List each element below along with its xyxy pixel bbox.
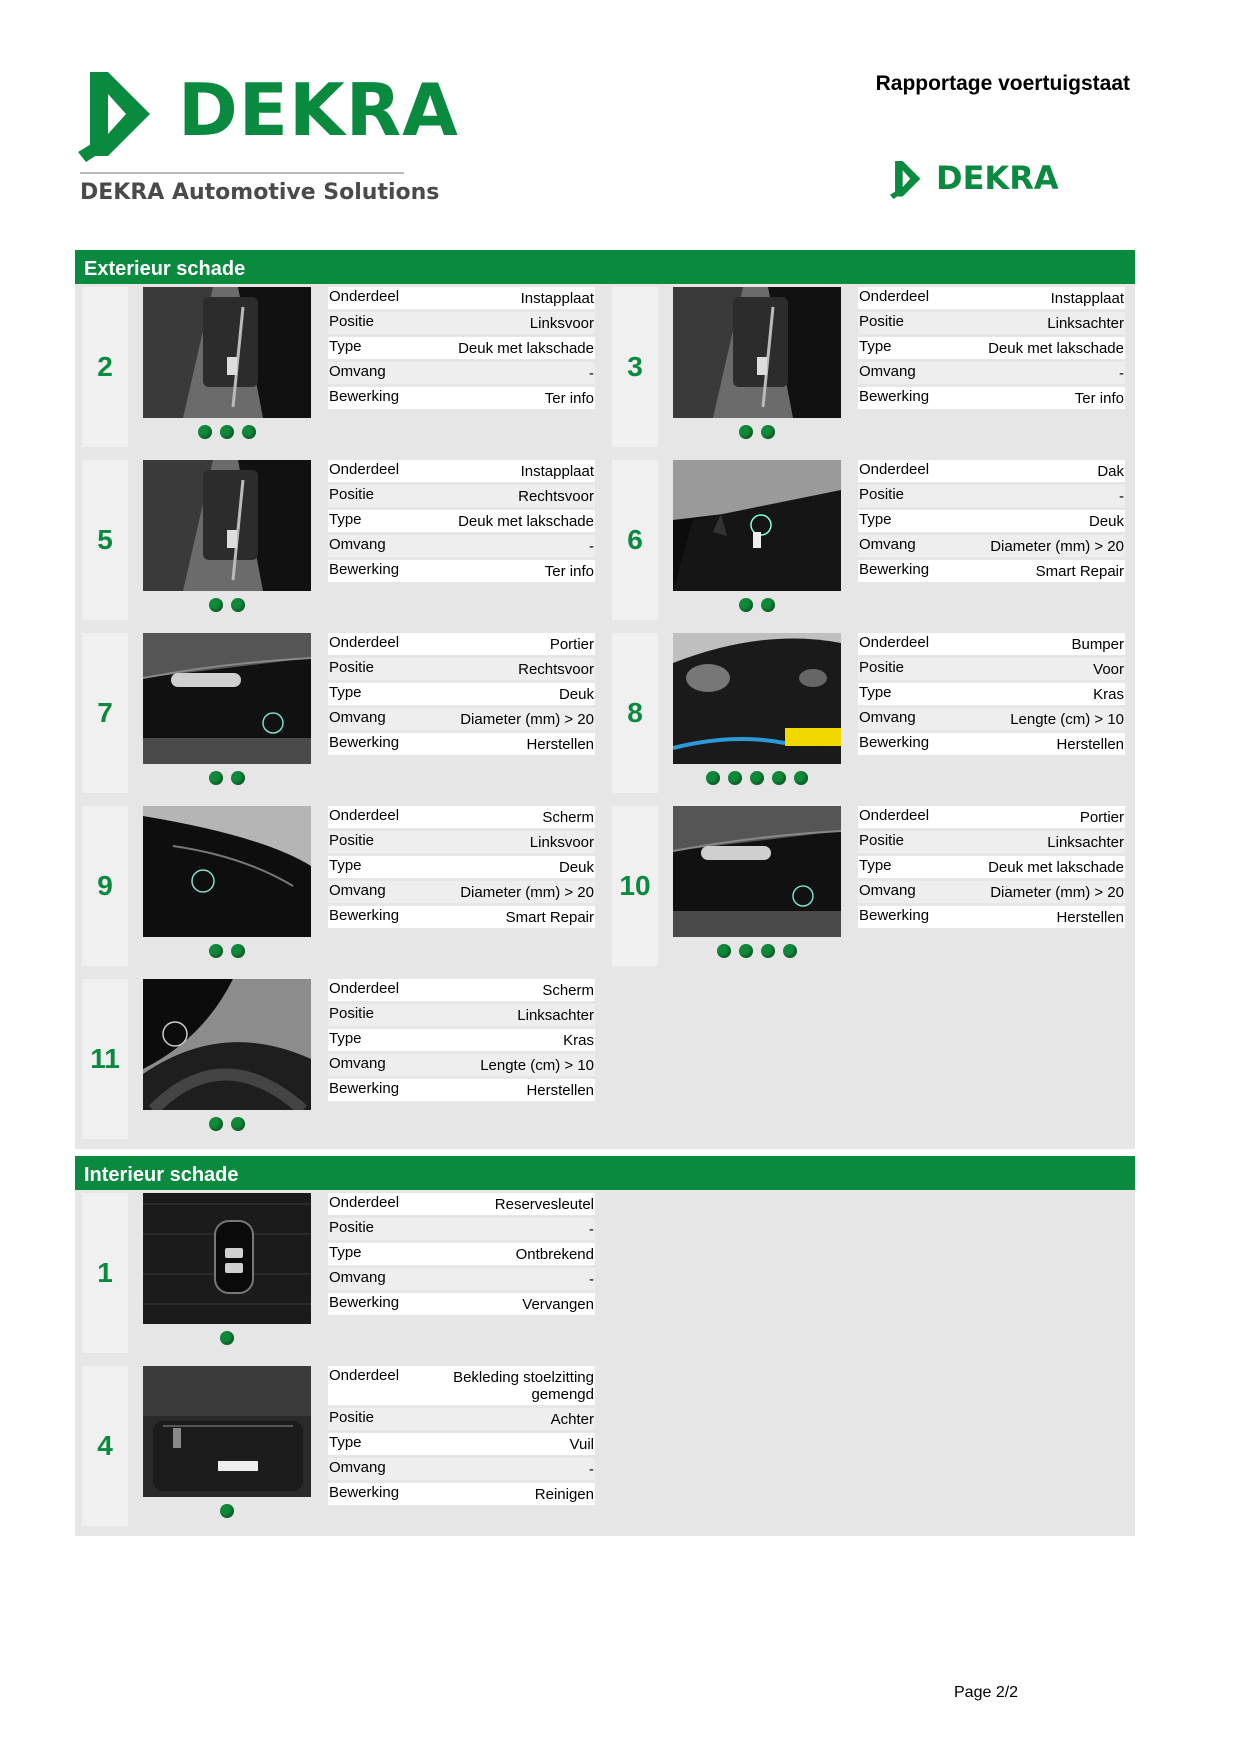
property-row-type bbox=[328, 510, 595, 532]
property-value: Deuk met lakschade bbox=[458, 513, 594, 530]
property-label: Type bbox=[329, 1434, 362, 1451]
property-label: Positie bbox=[329, 832, 375, 849]
property-row-positie bbox=[858, 658, 1125, 680]
property-label: Bewerking bbox=[329, 388, 400, 405]
damage-properties bbox=[328, 806, 595, 931]
property-row-type bbox=[328, 683, 595, 705]
property-row-onderdeel bbox=[328, 633, 595, 655]
property-row-bewerking bbox=[328, 1293, 595, 1315]
property-value: Linksachter bbox=[517, 1007, 594, 1024]
property-row-omvang bbox=[858, 362, 1125, 384]
property-label: Onderdeel bbox=[859, 461, 930, 478]
damage-card bbox=[75, 1190, 605, 1363]
photo-dot[interactable] bbox=[220, 425, 234, 439]
property-label: Onderdeel bbox=[859, 807, 930, 824]
property-row-type bbox=[328, 1243, 595, 1265]
property-label: Type bbox=[329, 1244, 362, 1261]
photo-dot[interactable] bbox=[231, 771, 245, 785]
property-value: Linksvoor bbox=[529, 834, 594, 851]
damage-card bbox=[605, 630, 1135, 803]
damage-number: 1 bbox=[82, 1193, 128, 1353]
property-value: Instapplaat bbox=[520, 290, 594, 307]
property-label: Omvang bbox=[329, 1269, 386, 1286]
damage-photo[interactable] bbox=[143, 287, 311, 418]
damage-number: 7 bbox=[82, 633, 128, 793]
photo-dot[interactable] bbox=[231, 598, 245, 612]
property-value: Ter info bbox=[544, 563, 594, 580]
damage-card bbox=[605, 284, 1135, 457]
page-number: Page 2/2 bbox=[954, 1684, 1019, 1701]
property-label: Bewerking bbox=[859, 388, 930, 405]
property-label: Omvang bbox=[329, 709, 386, 726]
damage-number: 6 bbox=[612, 460, 658, 620]
property-label: Positie bbox=[329, 1219, 375, 1236]
property-row-bewerking bbox=[328, 1483, 595, 1505]
property-value: Rechtsvoor bbox=[518, 488, 594, 505]
damage-photo[interactable] bbox=[143, 979, 311, 1110]
property-label: Positie bbox=[859, 832, 905, 849]
property-label: Onderdeel bbox=[329, 807, 400, 824]
photo-dot[interactable] bbox=[220, 1504, 234, 1518]
logo-brand: DEKRA bbox=[178, 68, 459, 152]
property-row-type bbox=[328, 1433, 595, 1455]
property-row-omvang bbox=[328, 1458, 595, 1480]
dekra-logo bbox=[78, 68, 459, 212]
damage-photo[interactable] bbox=[673, 806, 841, 937]
property-label: Omvang bbox=[859, 363, 916, 380]
report-title: Rapportage voertuigstaat bbox=[875, 72, 1130, 95]
property-label: Omvang bbox=[329, 363, 386, 380]
property-value: Lengte (cm) > 10 bbox=[480, 1057, 594, 1074]
property-row-onderdeel bbox=[858, 460, 1125, 482]
damage-number: 4 bbox=[82, 1366, 128, 1526]
damage-photo[interactable] bbox=[143, 1366, 311, 1497]
property-label: Positie bbox=[329, 659, 375, 676]
property-row-onderdeel bbox=[328, 979, 595, 1001]
photo-dot[interactable] bbox=[794, 771, 808, 785]
damage-photo[interactable] bbox=[143, 1193, 311, 1324]
damage-properties bbox=[858, 287, 1125, 412]
photo-dot[interactable] bbox=[706, 771, 720, 785]
property-row-type bbox=[858, 856, 1125, 878]
property-row-bewerking bbox=[858, 387, 1125, 409]
property-row-bewerking bbox=[328, 733, 595, 755]
photo-indicator bbox=[673, 771, 841, 785]
damage-properties bbox=[328, 979, 595, 1104]
photo-dot[interactable] bbox=[220, 1331, 234, 1345]
exterior-damage-section bbox=[75, 250, 1135, 1149]
interior-damage-section bbox=[75, 1156, 1135, 1536]
damage-number: 5 bbox=[82, 460, 128, 620]
property-label: Positie bbox=[859, 659, 905, 676]
property-row-bewerking bbox=[858, 906, 1125, 928]
property-row-onderdeel bbox=[328, 287, 595, 309]
property-value: Voor bbox=[1093, 661, 1124, 678]
photo-dot[interactable] bbox=[231, 944, 245, 958]
property-label: Onderdeel bbox=[859, 288, 930, 305]
damage-card bbox=[605, 457, 1135, 630]
property-value: - bbox=[1119, 488, 1124, 505]
property-row-positie bbox=[328, 1004, 595, 1026]
property-label: Positie bbox=[329, 1005, 375, 1022]
property-value: Deuk bbox=[1088, 513, 1124, 530]
property-value: Deuk bbox=[558, 686, 594, 703]
property-label: Type bbox=[329, 684, 362, 701]
property-row-type bbox=[328, 337, 595, 359]
property-value: Portier bbox=[549, 636, 594, 653]
empty-cell bbox=[605, 1190, 1135, 1363]
property-label: Omvang bbox=[859, 536, 916, 553]
photo-indicator bbox=[143, 425, 311, 439]
damage-number: 11 bbox=[82, 979, 128, 1139]
property-value: Herstellen bbox=[526, 1082, 594, 1099]
photo-dot[interactable] bbox=[761, 425, 775, 439]
property-value: Reinigen bbox=[534, 1486, 594, 1503]
property-value: Bekleding stoelzitting gemengd bbox=[453, 1369, 594, 1403]
property-row-positie bbox=[328, 831, 595, 853]
damage-card bbox=[75, 976, 605, 1149]
photo-dot[interactable] bbox=[209, 1117, 223, 1131]
property-value: Bumper bbox=[1071, 636, 1124, 653]
property-row-bewerking bbox=[858, 560, 1125, 582]
property-value: Deuk bbox=[558, 859, 594, 876]
property-label: Bewerking bbox=[329, 907, 400, 924]
property-value: Reservesleutel bbox=[494, 1196, 594, 1213]
photo-dot[interactable] bbox=[783, 944, 797, 958]
property-row-type bbox=[328, 1029, 595, 1051]
damage-card bbox=[75, 803, 605, 976]
property-value: Dak bbox=[1097, 463, 1124, 480]
property-label: Bewerking bbox=[859, 907, 930, 924]
property-row-positie bbox=[328, 1218, 595, 1240]
property-value: Deuk met lakschade bbox=[458, 340, 594, 357]
property-label: Omvang bbox=[859, 709, 916, 726]
property-label: Type bbox=[859, 684, 892, 701]
property-label: Type bbox=[859, 338, 892, 355]
property-row-type bbox=[858, 683, 1125, 705]
damage-number: 3 bbox=[612, 287, 658, 447]
damage-photo[interactable] bbox=[673, 287, 841, 418]
property-label: Type bbox=[859, 857, 892, 874]
property-value: Smart Repair bbox=[1035, 563, 1124, 580]
property-label: Onderdeel bbox=[329, 461, 400, 478]
property-label: Positie bbox=[329, 486, 375, 503]
property-row-positie bbox=[858, 831, 1125, 853]
property-row-bewerking bbox=[858, 733, 1125, 755]
interior-damage-grid bbox=[75, 1190, 1135, 1536]
property-value: - bbox=[1119, 365, 1124, 382]
property-label: Omvang bbox=[329, 882, 386, 899]
damage-card bbox=[75, 457, 605, 630]
property-label: Positie bbox=[859, 313, 905, 330]
photo-dot[interactable] bbox=[209, 944, 223, 958]
damage-card bbox=[605, 803, 1135, 976]
damage-properties bbox=[328, 460, 595, 585]
photo-indicator bbox=[673, 425, 841, 439]
logo-divider bbox=[80, 172, 404, 174]
property-label: Omvang bbox=[859, 882, 916, 899]
property-value: - bbox=[589, 1271, 594, 1288]
property-label: Bewerking bbox=[859, 561, 930, 578]
property-row-bewerking bbox=[328, 560, 595, 582]
property-row-omvang bbox=[328, 1268, 595, 1290]
property-label: Onderdeel bbox=[329, 288, 400, 305]
property-value: Diameter (mm) > 20 bbox=[990, 538, 1124, 555]
photo-dot[interactable] bbox=[242, 425, 256, 439]
property-row-positie bbox=[328, 658, 595, 680]
property-value: Kras bbox=[563, 1032, 594, 1049]
property-value: Herstellen bbox=[1056, 736, 1124, 753]
photo-indicator bbox=[143, 1117, 311, 1131]
property-value: Kras bbox=[1093, 686, 1124, 703]
photo-dot[interactable] bbox=[209, 598, 223, 612]
section-title: Exterieur schade bbox=[75, 250, 1135, 284]
empty-cell bbox=[605, 1363, 1135, 1536]
photo-dot[interactable] bbox=[739, 425, 753, 439]
property-label: Positie bbox=[859, 486, 905, 503]
property-label: Positie bbox=[329, 313, 375, 330]
property-label: Bewerking bbox=[859, 734, 930, 751]
dekra-logo-small bbox=[890, 158, 1059, 202]
photo-dot[interactable] bbox=[198, 425, 212, 439]
damage-properties bbox=[858, 460, 1125, 585]
property-label: Type bbox=[329, 511, 362, 528]
property-label: Bewerking bbox=[329, 734, 400, 751]
property-row-onderdeel bbox=[328, 1193, 595, 1215]
property-row-type bbox=[858, 337, 1125, 359]
damage-properties bbox=[328, 287, 595, 412]
property-value: Deuk met lakschade bbox=[988, 859, 1124, 876]
photo-dot[interactable] bbox=[717, 944, 731, 958]
property-label: Positie bbox=[329, 1409, 375, 1426]
damage-properties bbox=[328, 1366, 595, 1508]
property-label: Bewerking bbox=[329, 1294, 400, 1311]
property-row-bewerking bbox=[328, 906, 595, 928]
photo-indicator bbox=[143, 1504, 311, 1518]
property-value: Rechtsvoor bbox=[518, 661, 594, 678]
damage-properties bbox=[858, 806, 1125, 931]
property-row-omvang bbox=[328, 881, 595, 903]
dekra-logo-mark-icon bbox=[78, 72, 168, 162]
property-label: Onderdeel bbox=[329, 1194, 400, 1211]
damage-photo[interactable] bbox=[143, 806, 311, 937]
property-value: Herstellen bbox=[526, 736, 594, 753]
photo-indicator bbox=[143, 944, 311, 958]
property-value: Linksachter bbox=[1047, 315, 1124, 332]
photo-indicator bbox=[143, 771, 311, 785]
photo-dot[interactable] bbox=[739, 944, 753, 958]
photo-dot[interactable] bbox=[772, 771, 786, 785]
property-value: Lengte (cm) > 10 bbox=[1010, 711, 1124, 728]
property-label: Onderdeel bbox=[329, 1367, 400, 1384]
photo-dot[interactable] bbox=[209, 771, 223, 785]
property-row-bewerking bbox=[328, 1079, 595, 1101]
logo-subtitle: DEKRA Automotive Solutions bbox=[80, 180, 440, 205]
property-label: Onderdeel bbox=[329, 634, 400, 651]
property-value: Linksachter bbox=[1047, 834, 1124, 851]
logo-small-brand: DEKRA bbox=[936, 159, 1059, 197]
property-value: Instapplaat bbox=[520, 463, 594, 480]
property-row-onderdeel bbox=[328, 460, 595, 482]
photo-indicator bbox=[143, 598, 311, 612]
property-row-positie bbox=[858, 485, 1125, 507]
damage-photo[interactable] bbox=[143, 633, 311, 764]
property-row-omvang bbox=[328, 362, 595, 384]
damage-number: 10 bbox=[612, 806, 658, 966]
property-value: Ontbrekend bbox=[515, 1246, 594, 1263]
property-row-omvang bbox=[858, 881, 1125, 903]
damage-properties bbox=[328, 1193, 595, 1318]
photo-dot[interactable] bbox=[761, 598, 775, 612]
property-label: Type bbox=[859, 511, 892, 528]
damage-card bbox=[75, 284, 605, 457]
property-label: Onderdeel bbox=[859, 634, 930, 651]
property-row-onderdeel bbox=[858, 633, 1125, 655]
property-value: Linksvoor bbox=[529, 315, 594, 332]
property-value: Achter bbox=[550, 1411, 594, 1428]
property-label: Omvang bbox=[329, 1459, 386, 1476]
property-label: Bewerking bbox=[329, 561, 400, 578]
property-label: Omvang bbox=[329, 1055, 386, 1072]
property-label: Type bbox=[329, 338, 362, 355]
damage-card bbox=[75, 1363, 605, 1536]
damage-number: 9 bbox=[82, 806, 128, 966]
photo-dot[interactable] bbox=[761, 944, 775, 958]
damage-properties bbox=[858, 633, 1125, 758]
property-value: - bbox=[589, 1221, 594, 1238]
exterior-damage-grid bbox=[75, 284, 1135, 1149]
property-value: Diameter (mm) > 20 bbox=[460, 884, 594, 901]
property-row-omvang bbox=[328, 708, 595, 730]
property-row-positie bbox=[858, 312, 1125, 334]
photo-indicator bbox=[673, 598, 841, 612]
photo-dot[interactable] bbox=[728, 771, 742, 785]
property-value: Herstellen bbox=[1056, 909, 1124, 926]
property-value: Smart Repair bbox=[505, 909, 594, 926]
property-row-omvang bbox=[328, 1054, 595, 1076]
property-row-omvang bbox=[328, 535, 595, 557]
property-value: Scherm bbox=[542, 982, 594, 999]
property-value: - bbox=[589, 538, 594, 555]
property-value: - bbox=[589, 1461, 594, 1478]
property-label: Bewerking bbox=[329, 1484, 400, 1501]
property-value: - bbox=[589, 365, 594, 382]
damage-number: 8 bbox=[612, 633, 658, 793]
damage-photo[interactable] bbox=[673, 460, 841, 591]
property-value: Vuil bbox=[569, 1436, 594, 1453]
property-label: Type bbox=[329, 857, 362, 874]
property-row-onderdeel bbox=[858, 287, 1125, 309]
property-value: Deuk met lakschade bbox=[988, 340, 1124, 357]
property-value: Vervangen bbox=[522, 1296, 594, 1313]
photo-indicator bbox=[143, 1331, 311, 1345]
property-value: Diameter (mm) > 20 bbox=[990, 884, 1124, 901]
damage-photo[interactable] bbox=[143, 460, 311, 591]
photo-indicator bbox=[673, 944, 841, 958]
damage-card bbox=[75, 630, 605, 803]
property-row-type bbox=[858, 510, 1125, 532]
property-label: Onderdeel bbox=[329, 980, 400, 997]
property-row-omvang bbox=[858, 535, 1125, 557]
property-label: Omvang bbox=[329, 536, 386, 553]
damage-properties bbox=[328, 633, 595, 758]
property-row-positie bbox=[328, 485, 595, 507]
property-value: Scherm bbox=[542, 809, 594, 826]
property-label: Type bbox=[329, 1030, 362, 1047]
property-row-onderdeel bbox=[328, 1366, 595, 1405]
property-value: Ter info bbox=[1074, 390, 1124, 407]
property-value: Ter info bbox=[544, 390, 594, 407]
property-row-bewerking bbox=[328, 387, 595, 409]
photo-dot[interactable] bbox=[750, 771, 764, 785]
property-row-positie bbox=[328, 312, 595, 334]
property-value: Instapplaat bbox=[1050, 290, 1124, 307]
property-row-type bbox=[328, 856, 595, 878]
dekra-logo-small-mark-icon bbox=[890, 158, 928, 202]
property-row-onderdeel bbox=[858, 806, 1125, 828]
property-row-omvang bbox=[858, 708, 1125, 730]
section-title: Interieur schade bbox=[75, 1156, 1135, 1190]
property-value: Diameter (mm) > 20 bbox=[460, 711, 594, 728]
property-value: Portier bbox=[1079, 809, 1124, 826]
photo-dot[interactable] bbox=[231, 1117, 245, 1131]
property-label: Bewerking bbox=[329, 1080, 400, 1097]
property-row-onderdeel bbox=[328, 806, 595, 828]
photo-dot[interactable] bbox=[739, 598, 753, 612]
damage-number: 2 bbox=[82, 287, 128, 447]
property-row-positie bbox=[328, 1408, 595, 1430]
damage-photo[interactable] bbox=[673, 633, 841, 764]
